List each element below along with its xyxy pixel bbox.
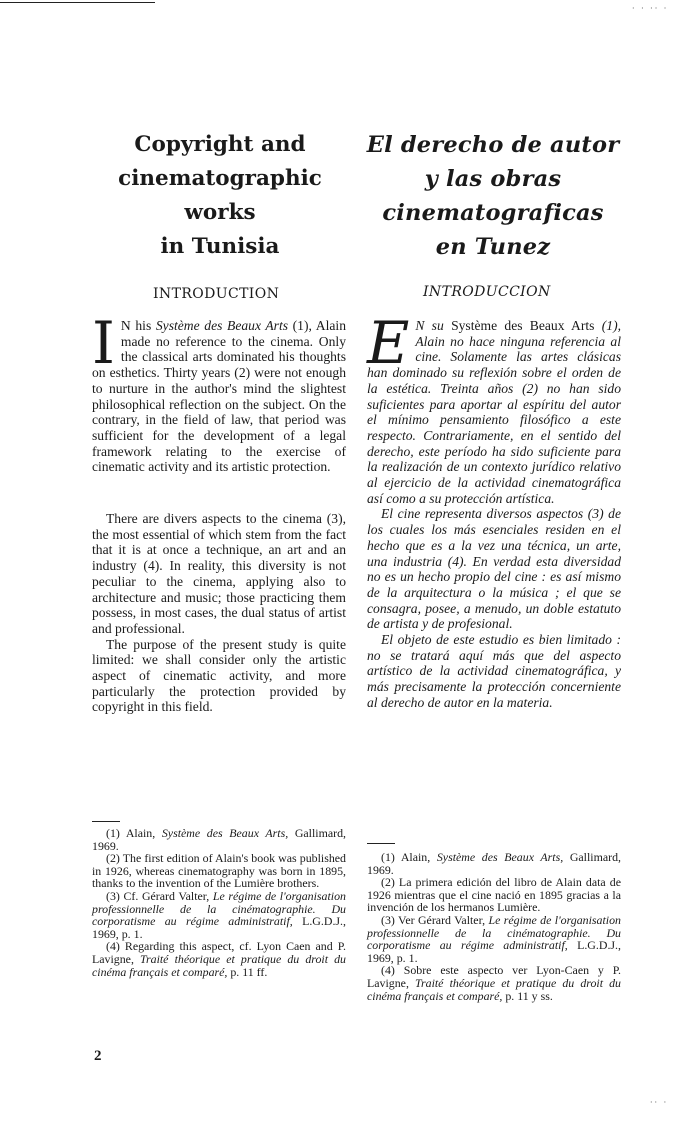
- english-paragraph-3: The purpose of the present study is quite limited: we shall consider only the artistic aspect of cinematic activity, and more particularly the protection provided by copyright in this field.: [92, 636, 346, 715]
- english-title: Copyright and cinematographic works in Tunisia: [118, 132, 322, 259]
- spanish-footnote-4: (4) Sobre este aspecto ver Lyon-Caen y P. Lavigne, Traité théorique et pratique du droit du cinéma français et comparé, p. 11 y ss.: [367, 963, 621, 1003]
- spanish-footnote-rule: [367, 843, 395, 844]
- spanish-footnote-1: (1) Alain, Système des Beaux Arts, Gallimard, 1969.: [367, 850, 621, 877]
- spanish-dropcap: E: [367, 309, 410, 377]
- english-footnote-3: (3) Cf. Gérard Valter, Le régime de l'organisation professionnelle de la cinématographie. Du corporatisme au régime administratif, L.G.D.J., 1969, p. 1.: [92, 888, 346, 941]
- english-paragraph-1: I N his Système des Beaux Arts (1), Alain made no reference to the cinema. Only the classical arts dominated his thoughts on esthetics. Thirty years (2) were not enough to nurture in the author's mind the slightest philosophical reflection on the subject. On the contrary, in the field of law, that period was sufficient for the development of a legal framework relating to the exercise of cinematic activity and its artistic protection.: [92, 309, 346, 475]
- spanish-paragraph-1: E N su Système des Beaux Arts (1), Alain no hace ninguna referencia al cine. Solamente las artes clásicas han dominado su reflexión sobre el orden de la estética. Treinta años (2) no han sido suficientes para aportar al espíritu del autor el mínimo pensamiento filosófico a este respecto. Contrariamente, en el sentido del derecho, este período ha sido suficiente para la realización de un contexto jurídico relativo al ejercicio de la actividad cinematográfica así como a su protección artística.: [367, 309, 621, 506]
- spanish-footnotes: [367, 851, 621, 1002]
- spanish-heading: INTRODUCCION: [423, 284, 551, 300]
- spanish-body: [367, 309, 621, 711]
- spanish-paragraph-2: El cine representa diversos aspectos (3) de los cuales los más esenciales residen en el hecho que es a la vez una técnica, un arte, una industria (4). En verdad esta diversidad no es un hecho propio del cine : es así mismo de la arquitectura o la música ; el que se consagra, posee, a menudo, un doble estatuto de artista y de profesional.: [367, 506, 621, 632]
- spanish-title: El derecho de autor y las obras cinematograficas en Tunez: [366, 132, 620, 260]
- english-body: [92, 309, 346, 715]
- english-footnote-rule: [92, 821, 120, 822]
- scan-edge-line: [0, 2, 155, 3]
- english-dropcap: I: [92, 309, 115, 377]
- scan-specks-bottom: ·· ·: [650, 1098, 669, 1107]
- scan-specks: · · ·· ·: [632, 4, 669, 13]
- english-footnote-2: (2) The first edition of Alain's book was published in 1926, whereas cinematography was born in 1895, thanks to the invention of the Lumière brothers.: [92, 851, 346, 891]
- page-number: 2: [94, 1048, 102, 1064]
- english-footnote-4: (4) Regarding this aspect, cf. Lyon Caen and P. Lavigne, Traité théorique et pratique du droit du cinéma français et comparé, p. 11 ff.: [92, 939, 346, 979]
- english-footnote-1: (1) Alain, Système des Beaux Arts, Gallimard, 1969.: [92, 826, 346, 853]
- english-column: [92, 120, 348, 264]
- english-heading: INTRODUCTION: [153, 286, 280, 302]
- english-footnotes: [92, 827, 346, 978]
- english-paragraph-2: There are divers aspects to the cinema (3), the most essential of which stem from the fact that it is at once a technique, an art and an industry (4). In reality, this diversity is not peculiar to the cinema, applying also to architecture and music; those practicing them possess, in most cases, the dual status of artist and professional.: [92, 511, 346, 636]
- spanish-footnote-2: (2) La primera edición del libro de Alain data de 1926 mientras que el cine nació en 1895 gracias a la invención de los hermanos Lumière.: [367, 875, 621, 915]
- spanish-paragraph-3: El objeto de este estudio es bien limitado : no se tratará aquí más que del aspecto artístico de la actividad cinematográfica, y más precisamente la protección concerniente al derecho de autor en la materia.: [367, 632, 621, 710]
- spanish-column: [365, 120, 621, 264]
- spanish-footnote-3: (3) Ver Gérard Valter, Le régime de l'organisation professionnelle de la cinématographie. Du corporatisme au régime administratif, L.G.D.J., 1969, p. 1.: [367, 912, 621, 965]
